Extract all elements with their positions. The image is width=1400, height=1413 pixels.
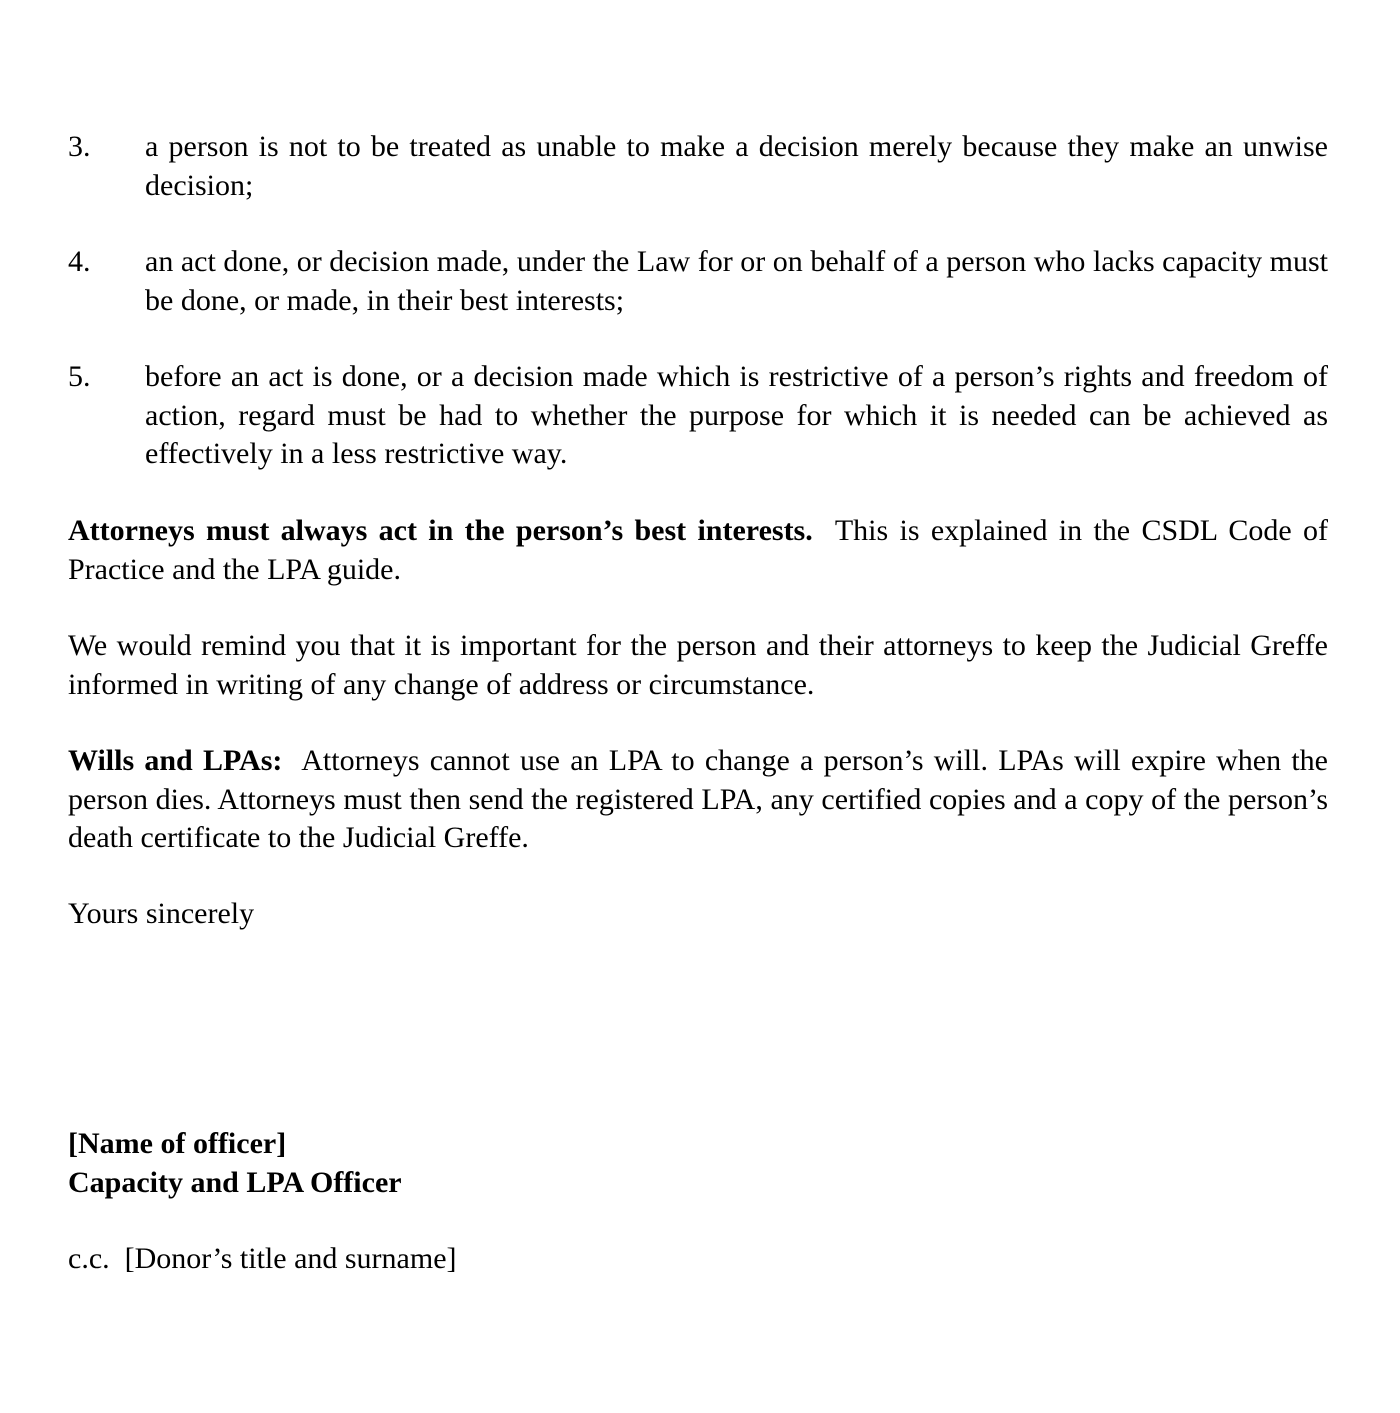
cc-recipient: [Donor’s title and surname]: [124, 1242, 457, 1275]
list-item: [68, 358, 1328, 474]
attorneys-lead: Attorneys must always act in the person’s best interests.: [68, 514, 813, 547]
list-item-text: before an act is done, or a decision made which is restrictive of a person’s rights and freedom of action, regard must be had to whether the purpose for which it is needed can be achieved as effectively in a less restrictive way.: [145, 360, 1328, 470]
closing-salutation: Yours sincerely: [68, 897, 255, 930]
signature-title: Capacity and LPA Officer: [68, 1166, 402, 1199]
attorneys-text: This is explained in the CSDL Code of Practice and the LPA guide.: [68, 514, 1328, 586]
cc-line: [68, 1240, 1328, 1279]
wills-paragraph: [68, 742, 1328, 858]
list-item: [68, 128, 1328, 205]
list-item-text: an act done, or decision made, under the Law for or on behalf of a person who lacks capacity must be done, or made, in their best interests;: [145, 245, 1328, 317]
list-item-number: 4.: [68, 245, 91, 278]
attorneys-paragraph: [68, 512, 1328, 589]
list-item-text: a person is not to be treated as unable to make a decision merely because they make an unwise decision;: [145, 130, 1328, 202]
list-item-number: 3.: [68, 130, 91, 163]
remind-paragraph: We would remind you that it is important for the person and their attorneys to keep the Judicial Greffe informed in writing of any change of address or circumstance.: [68, 629, 1328, 701]
cc-label: c.c.: [68, 1242, 110, 1275]
list-item-number: 5.: [68, 360, 91, 393]
wills-text: Attorneys cannot use an LPA to change a person’s will. LPAs will expire when the person dies. Attorneys must then send the registered LPA, any certified copies and a copy of the person’s death certificate to the Judicial Greffe.: [68, 744, 1328, 854]
wills-lead: Wills and LPAs:: [68, 744, 283, 777]
list-item: [68, 243, 1328, 320]
signature-name: [Name of officer]: [68, 1127, 287, 1160]
